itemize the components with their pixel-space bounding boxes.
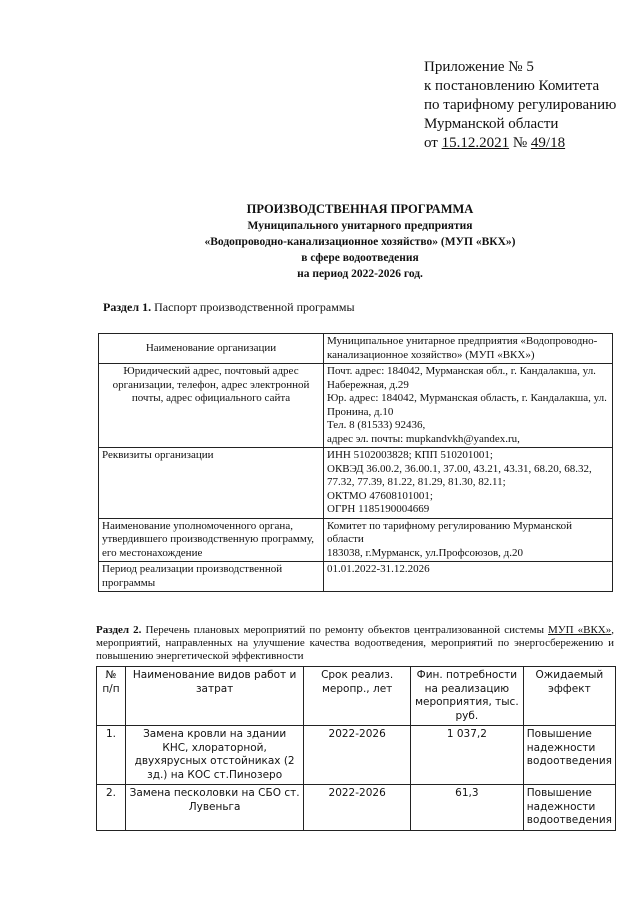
events-header-row xyxy=(97,667,616,726)
requisites-value xyxy=(324,448,613,519)
period-label: Период реализации производственной программы xyxy=(99,562,324,592)
address-email: адрес эл. почты: mupkandvkh@yandex.ru, xyxy=(327,432,520,445)
org-name-label: Наименование организации xyxy=(99,334,324,364)
requisites-okved: ОКВЭД 36.00.2, 36.00.1, 37.00, 43.21, 43.31, 68.20, 68.32, 77.32, 77.39, 81.22, 81.29, 81.30, 82.11; xyxy=(327,462,592,488)
table-row xyxy=(97,726,616,785)
section2-text-b: , мероприятий, направленных на улучшение качества водоотведения, мероприятий по энергосбережению и повышению энергетической эффективности xyxy=(96,624,615,662)
title-enterprise: Муниципального унитарного предприятия xyxy=(247,220,473,232)
address-postal: Почт. адрес: 184042, Мурманская обл., г. Кандалакша, ул. Набережная, д.29 xyxy=(327,365,596,391)
events-table xyxy=(96,666,616,831)
row-cost: 61,3 xyxy=(410,785,523,831)
passport-row-requisites xyxy=(99,448,613,519)
title-sphere: в сфере водоотведения xyxy=(301,252,419,264)
address-phone: Тел. 8 (81533) 92436, xyxy=(327,419,426,431)
appendix-number: Приложение № 5 xyxy=(424,59,534,75)
title-org-name: «Водопроводно-канализационное хозяйство» (МУП «ВКХ») xyxy=(204,236,516,248)
appendix-date-line xyxy=(424,134,636,153)
authority-address: 183038, г.Мурманск, ул.Профсоюзов, д.20 xyxy=(327,546,523,559)
period-value: 01.01.2022-31.12.2026 xyxy=(324,562,613,592)
section2-text-a: Перечень плановых мероприятий по ремонту объектов централизованной системы xyxy=(141,624,549,636)
org-name-value: Муниципальное унитарное предприятия «Водопроводно-канализационное хозяйство» (МУП «ВКХ») xyxy=(324,334,613,364)
header-num: № п/п xyxy=(97,667,126,726)
authority-name: Комитет по тарифному регулированию Мурманской области xyxy=(327,519,573,545)
row-name: Замена песколовки на СБО ст. Лувеньга xyxy=(125,785,303,831)
row-term: 2022-2026 xyxy=(304,785,411,831)
row-num: 1. xyxy=(97,726,126,785)
header-effect: Ожидаемый эффект xyxy=(523,667,615,726)
address-value xyxy=(324,364,613,448)
address-legal: Юр. адрес: 184042, Мурманская область, г. Кандалакша, ул. Пронина, д.10 xyxy=(327,392,607,418)
header-name: Наименование видов работ и затрат xyxy=(125,667,303,726)
appendix-resolution: к постановлению Комитета xyxy=(424,78,600,94)
title-period: на период 2022-2026 год. xyxy=(297,268,423,280)
requisites-inn: ИНН 5102003828; КПП 510201001; xyxy=(327,449,493,461)
row-name: Замена кровли на здании КНС, хлораторной, двухярусных отстойниках (2 зд.) на КОС ст.Пинозеро xyxy=(125,726,303,785)
document-title xyxy=(150,200,570,282)
authority-value xyxy=(324,518,613,562)
title-program: ПРОИЗВОДСТВЕННАЯ ПРОГРАММА xyxy=(246,202,474,216)
row-term: 2022-2026 xyxy=(304,726,411,785)
appendix-committee: по тарифному регулированию xyxy=(424,97,617,113)
section1-label: Раздел 1. xyxy=(103,300,152,314)
authority-label: Наименование уполномоченного органа, утвердившего производственную программу, его местонахождение xyxy=(99,518,324,562)
appendix-doc-number: 49/18 xyxy=(530,135,566,151)
requisites-ogrn: ОГРН 1185190004669 xyxy=(327,503,430,515)
appendix-date-prefix: от xyxy=(424,135,442,151)
passport-row-authority xyxy=(99,518,613,562)
row-cost: 1 037,2 xyxy=(410,726,523,785)
appendix-number-prefix: № xyxy=(509,135,531,151)
appendix-region: Мурманской области xyxy=(424,116,559,132)
header-term: Срок реализ. меропр., лет xyxy=(304,667,411,726)
section1-title: Паспорт производственной программы xyxy=(151,300,355,314)
row-effect: Повышение надежности водоотведения xyxy=(523,726,615,785)
address-label: Юридический адрес, почтовый адрес организации, телефон, адрес электронной почты, адрес официального сайта xyxy=(99,364,324,448)
header-cost: Фин. потребности на реализацию мероприятия, тыс. руб. xyxy=(410,667,523,726)
passport-row-address xyxy=(99,364,613,448)
section2-heading xyxy=(96,624,614,663)
row-effect: Повышение надежности водоотведения xyxy=(523,785,615,831)
passport-row-org-name xyxy=(99,334,613,364)
section2-label: Раздел 2. xyxy=(96,624,142,636)
section2-org-abbr: МУП «ВКХ» xyxy=(548,624,612,636)
requisites-label: Реквизиты организации xyxy=(99,448,324,519)
passport-table xyxy=(98,333,613,592)
table-row xyxy=(97,785,616,831)
section1-heading xyxy=(103,300,355,315)
requisites-oktmo: ОКТМО 47608101001; xyxy=(327,489,433,502)
appendix-date: 15.12.2021 xyxy=(441,135,510,151)
appendix-header xyxy=(424,58,636,153)
passport-row-period xyxy=(99,562,613,592)
row-num: 2. xyxy=(97,785,126,831)
